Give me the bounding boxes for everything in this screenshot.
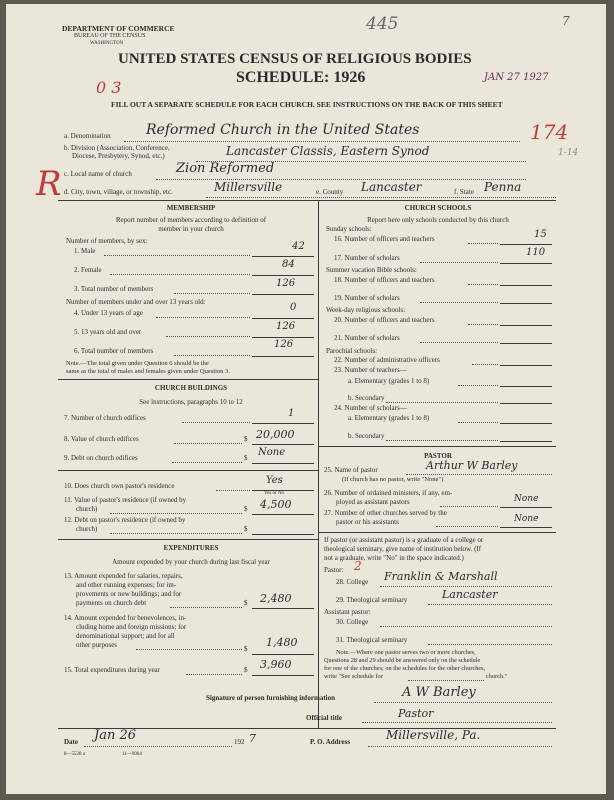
department-name: DEPARTMENT OF COMMERCE <box>62 24 175 33</box>
denomination-label: a. Denomination <box>64 132 111 140</box>
q25-label: 25. Name of pastor <box>324 466 378 474</box>
division-value[interactable]: Lancaster Classis, Eastern Synod <box>226 144 430 158</box>
expenditures-heading: EXPENDITURES <box>163 544 219 552</box>
q14-label-2: cluding home and foreign missions; for <box>76 623 187 631</box>
q10-label: 10. Does church own pastor's residence <box>64 482 175 490</box>
received-stamp: JAN 27 1927 <box>484 72 549 83</box>
q12-label-2: church) <box>76 525 98 533</box>
date-value[interactable]: Jan 26 <box>94 728 137 743</box>
red-r-mark: R <box>36 164 62 204</box>
denomination-value[interactable]: Reformed Church in the United States <box>146 122 420 138</box>
q14-dollar: $ <box>244 645 248 653</box>
state-value[interactable]: Penna <box>484 180 522 194</box>
schools-intro: Report here only schools conducted by this church <box>367 216 509 224</box>
q6-value[interactable]: 126 <box>274 339 294 350</box>
q21-label: 21. Number of scholars <box>334 334 400 342</box>
pastor-instruction-2: theological seminary, give name of institution below. (If <box>324 545 482 553</box>
membership-note-2: same as the total of males and females given under Question 3. <box>66 368 230 375</box>
q5-label: 5. 13 years old and over <box>74 328 142 336</box>
church-name-value[interactable]: Zion Reformed <box>176 161 275 176</box>
date-year-value[interactable]: 7 <box>249 732 256 745</box>
pastor-note-1: Note.—Where one pastor serves two or more churches, <box>336 649 476 656</box>
q12-dollar: $ <box>244 525 248 533</box>
q7-value[interactable]: 1 <box>288 408 295 419</box>
q17-value[interactable]: 110 <box>526 247 546 258</box>
pastor-red-mark: 2 <box>354 559 362 573</box>
q11-value[interactable]: 4,500 <box>260 498 292 511</box>
form-code-1: 8—5538 a <box>64 752 85 757</box>
q27-value[interactable]: None <box>514 514 539 524</box>
q16-label: 16. Number of officers and teachers <box>334 235 435 243</box>
expenditures-intro: Amount expended by your church during last fiscal year <box>112 558 270 566</box>
q11-label-1: 11. Value of pastor's residence (if owned by <box>64 496 187 504</box>
sunday-schools-heading: Sunday schools: <box>326 225 372 233</box>
pastor-instruction-1: If pastor (or assistant pastor) is a graduate of a college or <box>324 536 484 544</box>
q13-value[interactable]: 2,480 <box>260 592 292 605</box>
signature-label: Signature of person furnishing information <box>206 694 335 702</box>
q2-value[interactable]: 84 <box>282 259 295 270</box>
q13-label-2: and other running expenses; for im- <box>76 581 177 589</box>
q27-label-2: pastor or his assistants <box>336 518 399 526</box>
schools-heading: CHURCH SCHOOLS <box>404 204 472 212</box>
q31-label: 31. Theological seminary <box>336 636 408 644</box>
q9-value[interactable]: None <box>258 447 286 458</box>
official-title-label: Official title <box>306 714 342 722</box>
membership-intro-1: Report number of members according to definition of <box>115 216 267 224</box>
q4-value[interactable]: 0 <box>290 302 297 313</box>
official-title-value[interactable]: Pastor <box>398 707 434 720</box>
buildings-intro: See instructions, paragraphs 10 to 12 <box>139 398 243 406</box>
q23b-label: b. Secondary <box>348 394 385 402</box>
q27-label-1: 27. Number of other churches served by the <box>324 509 447 517</box>
q25-value[interactable]: Arthur W Barley <box>426 459 518 472</box>
q29-label: 29. Theological seminary <box>336 596 408 604</box>
city-value[interactable]: Millersville <box>214 180 283 194</box>
membership-heading: MEMBERSHIP <box>166 204 216 212</box>
address-value[interactable]: Millersville, Pa. <box>386 728 481 742</box>
denomination-code: 174 <box>530 120 569 144</box>
q24-label: 24. Number of scholars— <box>334 404 407 412</box>
q26-value[interactable]: None <box>514 494 539 504</box>
q29-value[interactable]: Lancaster <box>442 588 498 601</box>
pastor-subheading: Pastor: <box>324 566 344 574</box>
division-label-2: Diocese, Presbytery, Synod, etc.) <box>72 152 165 160</box>
q14-label-4: other purposes <box>76 641 118 649</box>
q20-label: 20. Number of officers and teachers <box>334 316 435 324</box>
pastor-note-4-end: church." <box>486 673 508 680</box>
q14-value[interactable]: 1,480 <box>266 636 298 649</box>
q24a-label: a. Elementary (grades 1 to 8) <box>348 414 430 422</box>
q8-dollar: $ <box>244 435 248 443</box>
q26-label-2: ployed as assistant pastors <box>336 498 410 506</box>
q13-dollar: $ <box>244 599 248 607</box>
county-label: e. County <box>316 188 344 196</box>
q10-value[interactable]: Yes <box>266 475 283 486</box>
q13-label-4: payments on church debt <box>76 599 147 607</box>
city-label: d. City, town, village, or township, etc. <box>64 188 173 196</box>
corner-mark: 7 <box>562 14 570 28</box>
q1-value[interactable]: 42 <box>292 241 305 252</box>
q4-label: 4. Under 13 years of age <box>74 309 143 317</box>
date-label: Date <box>64 738 78 746</box>
q22-label: 22. Number of administrative officers <box>334 356 440 364</box>
bureau-name: BUREAU OF THE CENSUS <box>74 33 146 39</box>
state-label: f. State <box>454 188 474 196</box>
q9-dollar: $ <box>244 454 248 462</box>
church-name-label: c. Local name of church <box>64 170 132 178</box>
q12-label-1: 12. Debt on pastor's residence (if owned by <box>64 516 186 524</box>
q14-label-1: 14. Amount expended for benevolences, in- <box>64 614 187 622</box>
q14-label-3: denominational support; and for all <box>76 632 175 640</box>
q19-label: 19. Number of scholars <box>334 294 400 302</box>
red-code-mark: 0 3 <box>96 78 122 97</box>
q28-label: 28. College <box>336 578 369 586</box>
division-label-1: b. Division (Association, Conference, <box>64 144 170 152</box>
q11-dollar: $ <box>244 505 248 513</box>
form-code-2: 11—9064 <box>122 752 142 757</box>
membership-intro-2: member in your church <box>158 225 224 233</box>
address-label: P. O. Address <box>310 738 351 746</box>
q30-label: 30. College <box>336 618 369 626</box>
q15-label: 15. Total expenditures during year <box>64 666 160 674</box>
pastor-note-4: write "See schedule for <box>324 673 383 680</box>
header-city: WASHINGTON <box>90 41 124 46</box>
membership-note-1: Note.—The total given under Question 6 should be the <box>66 360 209 367</box>
pastor-heading: PASTOR <box>424 452 452 460</box>
q5-value[interactable]: 126 <box>276 321 296 332</box>
age-heading: Number of members under and over 13 years old: <box>66 298 206 306</box>
q9-label: 9. Debt on church edifices <box>64 454 138 462</box>
q7-label: 7. Number of church edifices <box>64 414 146 422</box>
q18-label: 18. Number of officers and teachers <box>334 276 435 284</box>
signature-value[interactable]: A W Barley <box>402 685 476 700</box>
form-title: UNITED STATES CENSUS OF RELIGIOUS BODIES <box>118 51 472 67</box>
buildings-heading: CHURCH BUILDINGS <box>154 384 228 392</box>
q3-label: 3. Total number of members <box>74 285 154 293</box>
form-number: 445 <box>366 14 399 34</box>
pastor-note-3: for one of the churches; on the schedules for the other churches, <box>324 665 486 672</box>
q28-value[interactable]: Franklin & Marshall <box>384 570 498 583</box>
county-value[interactable]: Lancaster <box>361 180 422 194</box>
q25-hint: (If church has no pastor, write "None") <box>342 476 444 483</box>
q2-label: 2. Female <box>74 266 102 274</box>
q8-value[interactable]: 20,000 <box>256 428 295 441</box>
pastor-instruction-3: not a graduate, write "No" in the space indicated.) <box>324 554 464 562</box>
q23a-label: a. Elementary (grades 1 to 8) <box>348 377 430 385</box>
pastor-note-2: Questions 28 and 29 should be answered only on the schedule <box>324 657 481 664</box>
q26-label-1: 26. Number of ordained ministers, if any, em- <box>324 489 453 497</box>
q3-value[interactable]: 126 <box>276 278 296 289</box>
instruction-banner: FILL OUT A SEPARATE SCHEDULE FOR EACH CHURCH. SEE INSTRUCTIONS ON THE BACK OF THIS SHEET <box>111 100 503 109</box>
q6-label: 6. Total number of members <box>74 347 154 355</box>
q24b-label: b. Secondary <box>348 432 385 440</box>
assistant-pastor-subheading: Assistant pastor: <box>324 608 371 616</box>
q1-label: 1. Male <box>74 247 96 255</box>
q16-value[interactable]: 15 <box>534 229 547 240</box>
q11-label-2: church) <box>76 505 98 513</box>
census-schedule <box>6 4 606 794</box>
q13-label-1: 13. Amount expended for salaries, repairs, <box>64 572 183 580</box>
q23-label: 23. Number of teachers— <box>334 366 407 374</box>
q15-value[interactable]: 3,960 <box>260 658 292 671</box>
date-year-prefix: 192 <box>234 738 245 746</box>
division-code: 1-14 <box>558 148 579 158</box>
q15-dollar: $ <box>244 666 248 674</box>
members-by-sex-label: Number of members, by sex: <box>66 237 148 245</box>
schedule-year: SCHEDULE: 1926 <box>236 69 366 86</box>
summer-schools-heading: Summer vacation Bible schools: <box>326 266 417 274</box>
q17-label: 17. Number of scholars <box>334 254 400 262</box>
parochial-schools-heading: Parochial schools: <box>326 347 378 355</box>
q8-label: 8. Value of church edifices <box>64 435 139 443</box>
q13-label-3: provements or new buildings; and for <box>76 590 182 598</box>
q10-hint: Yes or No <box>264 491 285 496</box>
weekday-schools-heading: Week-day religious schools: <box>326 306 406 314</box>
